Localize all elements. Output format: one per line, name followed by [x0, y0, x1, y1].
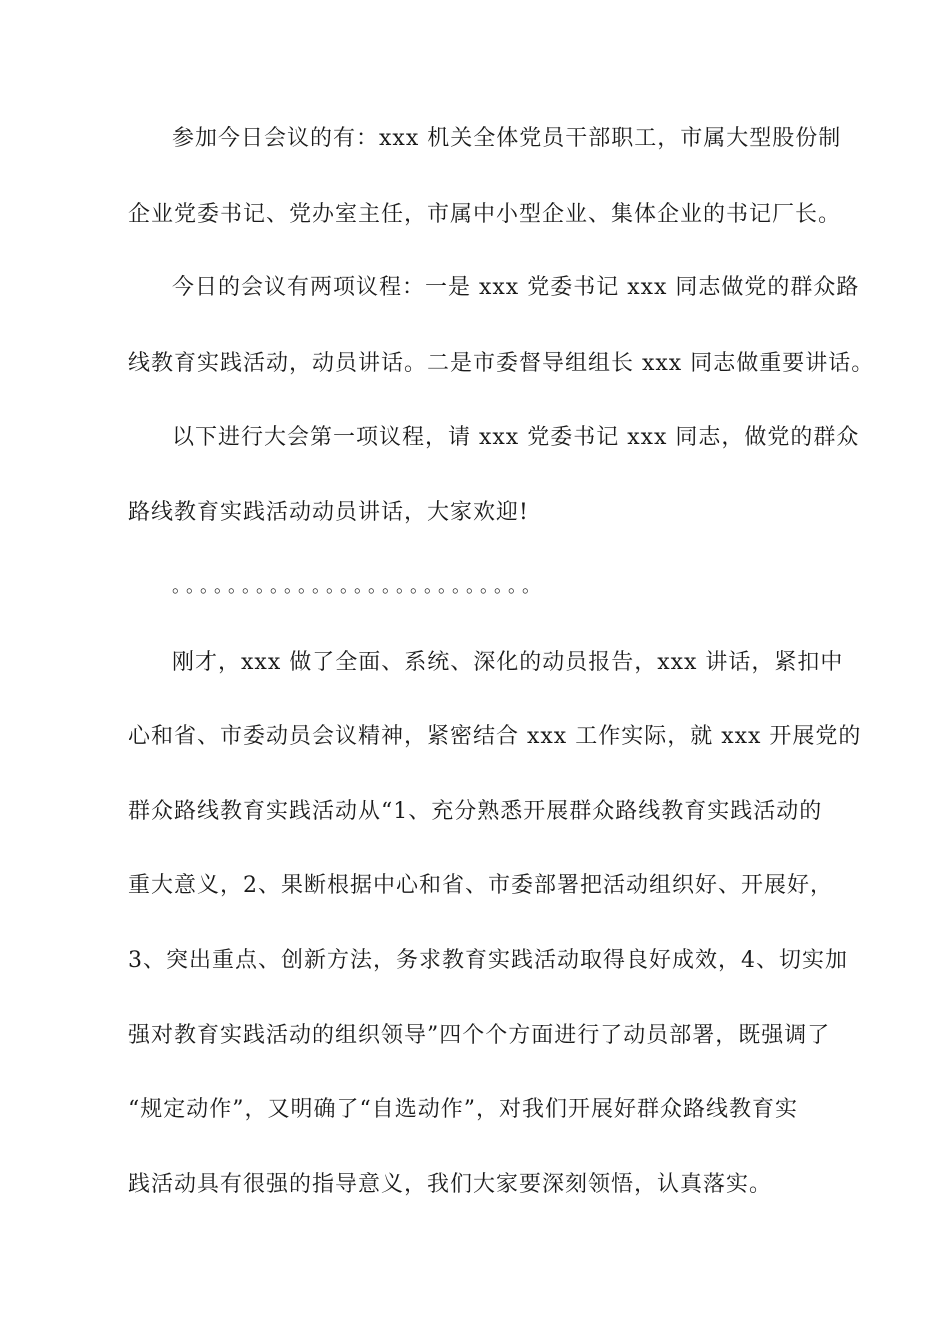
paragraph-4-line-3: 群众路线教育实践活动从“1、充分熟悉开展群众路线教育实践活动的 [128, 799, 823, 824]
paragraph-4-line-1: 刚才，xxx 做了全面、系统、深化的动员报告，xxx 讲话，紧扣中 [172, 650, 844, 675]
paragraph-4-line-4: 重大意义，2、果断根据中心和省、市委部署把活动组织好、开展好， [128, 873, 833, 898]
paragraph-1-line-1: 参加今日会议的有：xxx 机关全体党员干部职工，市属大型股份制 [172, 126, 842, 151]
paragraph-2-line-2: 线教育实践活动，动员讲话。二是市委督导组组长 xxx 同志做重要讲话。 [128, 351, 875, 376]
paragraph-1-line-2: 企业党委书记、党办室主任，市属中小型企业、集体企业的书记厂长。 [128, 202, 842, 227]
paragraph-4-line-7: “规定动作”，又明确了“自选动作”，对我们开展好群众路线教育实 [128, 1097, 798, 1122]
paragraph-4-line-5: 3、突出重点、创新方法，务求教育实践活动取得良好成效，4、切实加 [128, 948, 848, 973]
paragraph-4-line-2: 心和省、市委动员会议精神，紧密结合 xxx 工作实际，就 xxx 开展党的 [128, 724, 862, 749]
paragraph-4-line-8: 践活动具有很强的指导意义，我们大家要深刻领悟，认真落实。 [128, 1172, 773, 1197]
paragraph-3-line-2: 路线教育实践活动动员讲话，大家欢迎! [128, 500, 529, 525]
paragraph-2-line-1: 今日的会议有两项议程：一是 xxx 党委书记 xxx 同志做党的群众路 [172, 275, 860, 300]
paragraph-4-line-6: 强对教育实践活动的组织领导”四个个方面进行了动员部署，既强调了 [128, 1023, 831, 1048]
paragraph-3-line-1: 以下进行大会第一项议程，请 xxx 党委书记 xxx 同志，做党的群众 [172, 425, 860, 450]
ellipsis-separator: 。。。。。。。。。。。。。。。。。。。。。。。。。。 [172, 576, 545, 597]
